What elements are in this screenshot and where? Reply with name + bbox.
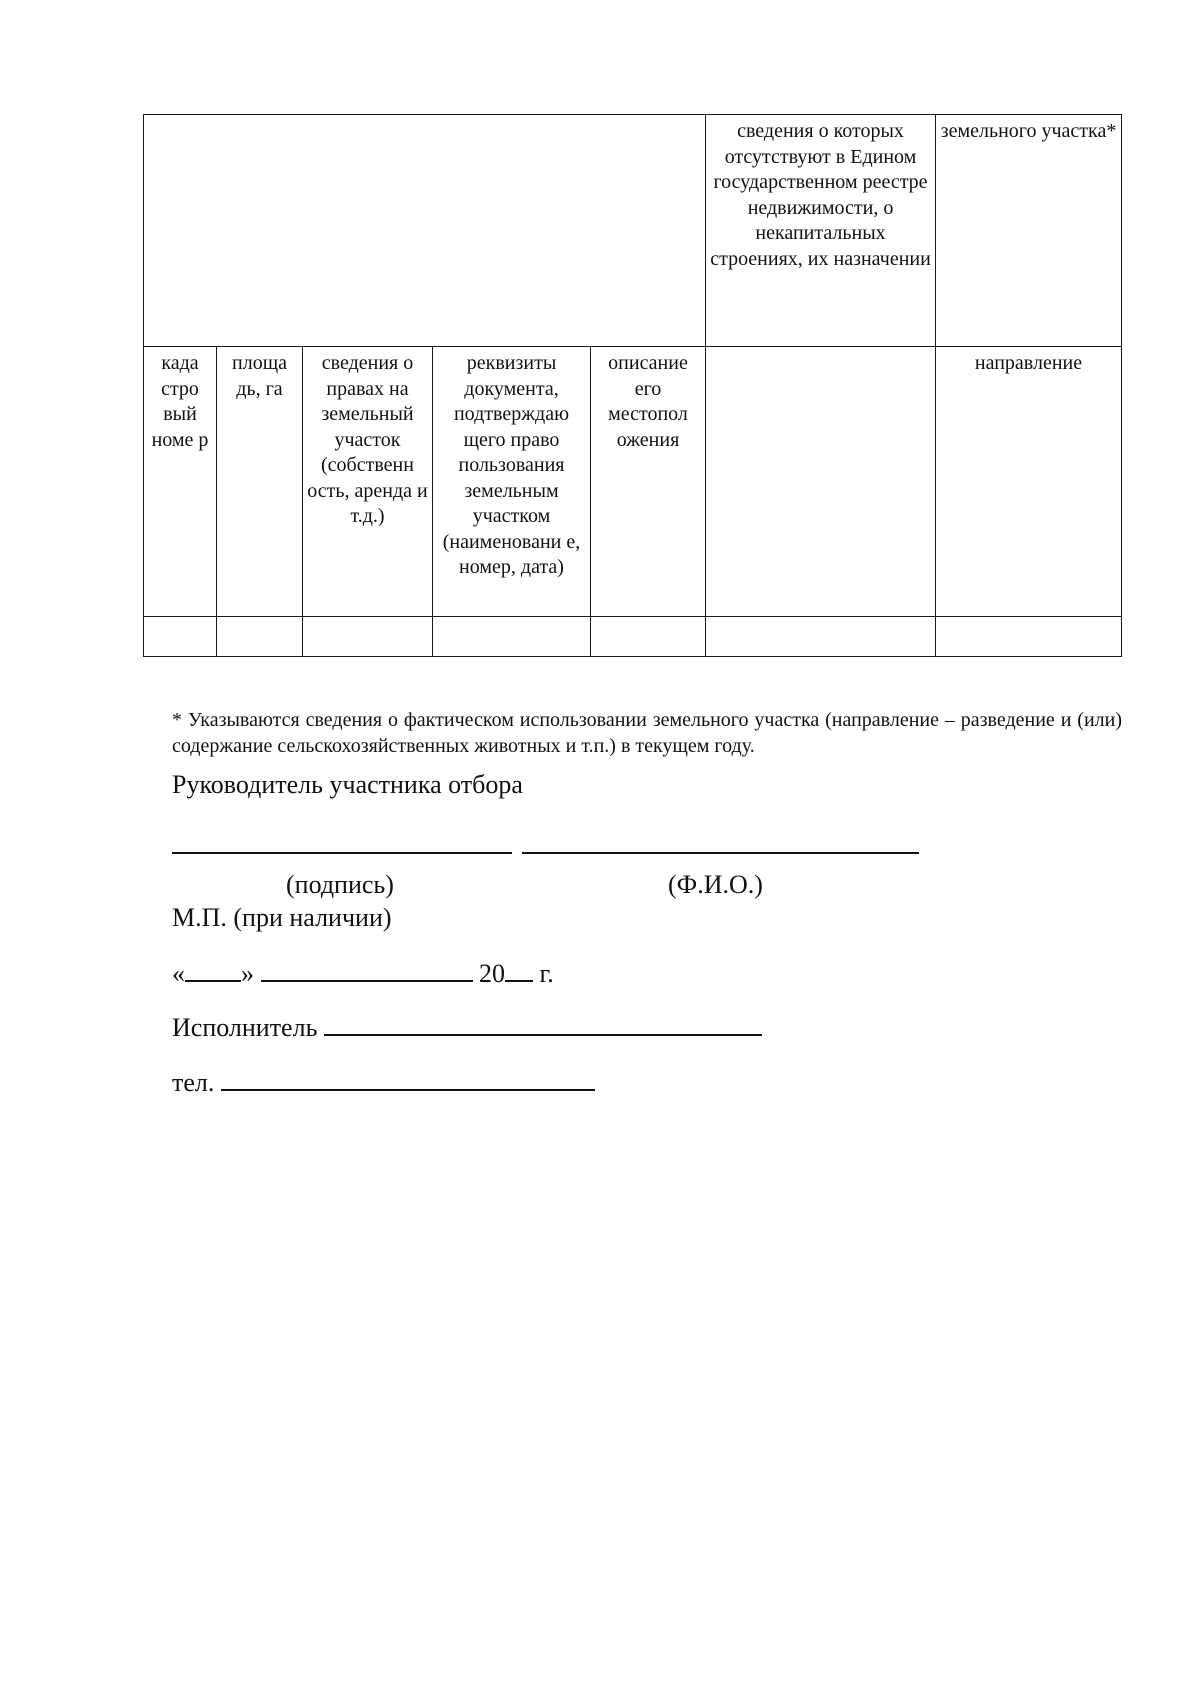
date-month-blank[interactable] [261,956,473,982]
table-cell[interactable] [144,617,217,657]
header-cell-empty [706,347,936,617]
header-cell-cadastral-number: када стро вый номе р [144,347,217,617]
seal-label: М.П. (при наличии) [172,903,392,932]
head-label: Руководитель участника отбора [172,770,523,799]
table-header-row [144,347,1122,617]
executor-blank[interactable] [324,1010,762,1036]
header-cell-location: описание его местопол ожения [591,347,706,617]
table-cell[interactable] [217,617,303,657]
table-row [144,617,1122,657]
land-plot-table [143,114,1122,657]
date-year-suffix: г. [539,959,554,988]
phone-blank[interactable] [221,1065,595,1091]
table-cell[interactable] [936,617,1122,657]
date-open-quote: « [172,959,185,988]
date-year-prefix: 20 [479,959,505,988]
table-header-top-row [144,115,1122,347]
phone-line [172,1065,595,1099]
name-line[interactable] [522,852,919,854]
header-cell-document-details: реквизиты документа, подтверждаю щего право пользования земельным участком (наименовани е, номер, дата) [433,347,591,617]
date-line [172,956,554,990]
signature-caption: (подпись) [286,870,394,899]
header-cell-land-plot: земельного участка* [936,115,1122,347]
header-cell-rights: сведения о правах на земельный участок (собственн ость, аренда и т.д.) [303,347,433,617]
signature-line[interactable] [172,852,512,854]
date-close-quote: » [241,959,254,988]
table-cell[interactable] [303,617,433,657]
date-day-blank[interactable] [185,956,241,982]
header-cell-area: площа дь, га [217,347,303,617]
table-cell[interactable] [706,617,936,657]
executor-label: Исполнитель [172,1013,318,1042]
executor-line [172,1010,762,1044]
table-cell[interactable] [433,617,591,657]
header-cell-direction: направление [936,347,1122,617]
phone-label: тел. [172,1068,215,1097]
table-cell[interactable] [591,617,706,657]
header-top-empty-cell [144,115,706,347]
name-caption: (Ф.И.О.) [668,870,763,899]
date-year-blank[interactable] [505,956,533,982]
footnote: * Указываются сведения о фактическом использовании земельного участка (направление – разведение и (или) содержание сельскохозяйственных животных и т.п.) в текущем году. [172,709,1122,757]
header-cell-unregistered-info: сведения о которых отсутствуют в Едином государственном реестре недвижимости, о некапитальных строениях, их назначении [706,115,936,347]
